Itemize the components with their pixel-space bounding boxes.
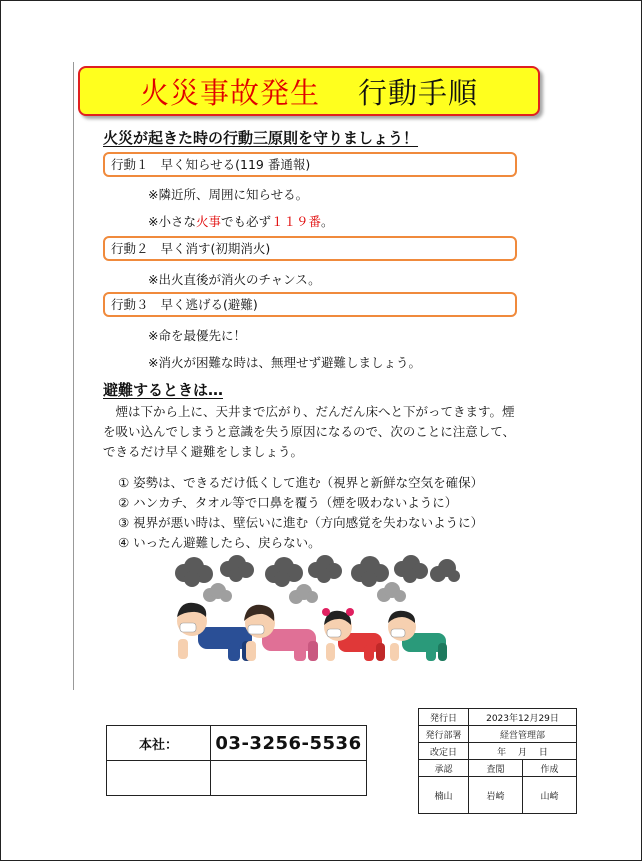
note-highlight: 火事 <box>195 214 221 229</box>
tip-item: ③ 視界が悪い時は、壁伝いに進む（方向感覚を失わないように） <box>118 515 484 530</box>
action-number: 行動３ <box>111 297 149 312</box>
title-part1: 火災事故発生 <box>139 75 320 110</box>
note-call-119 <box>148 212 334 230</box>
reviewer-name: 岩崎 <box>469 777 523 814</box>
action-number: 行動１ <box>111 157 149 172</box>
empty-cell <box>211 761 367 796</box>
author-label: 作成 <box>523 760 577 777</box>
author-name: 山崎 <box>523 777 577 814</box>
note-highlight: １１９番 <box>271 214 322 229</box>
headquarters-contact-table <box>106 725 367 796</box>
crawling-woman-icon <box>244 605 318 661</box>
action-box-3 <box>103 292 517 317</box>
issue-date-value: 2023年12月29日 <box>469 709 577 726</box>
action-label: 早く知らせる(119 番通報) <box>160 157 311 172</box>
crawling-girl-icon <box>322 608 385 661</box>
hq-label: 本社： <box>107 726 211 761</box>
revised-value: 年 月 日 <box>469 743 577 760</box>
crawling-man-icon <box>177 603 252 661</box>
margin-rule <box>73 62 74 690</box>
empty-cell <box>107 761 211 796</box>
three-principles-heading: 火災が起きた時の行動三原則を守りましょう！ <box>103 129 419 147</box>
issue-date-label: 発行日 <box>419 709 469 726</box>
note-life-first: ※命を最優先に！ <box>148 328 246 343</box>
crawling-boy-icon <box>388 611 447 661</box>
action-label: 早く消す(初期消火) <box>160 241 271 256</box>
tip-item: ② ハンカチ、タオル等で口鼻を覆う（煙を吸わないように） <box>118 495 458 510</box>
note-notify-neighbors: ※隣近所、周囲に知らせる。 <box>148 187 309 202</box>
action-box-1 <box>103 152 517 177</box>
evacuation-heading: 避難するときは… <box>103 381 224 399</box>
hq-phone-number: 03-3256-5536 <box>211 726 367 761</box>
action-label: 早く逃げる(避難) <box>160 297 258 312</box>
crawling-evacuation-illustration <box>170 555 460 667</box>
approve-label: 承認 <box>419 760 469 777</box>
action-number: 行動２ <box>111 241 149 256</box>
evacuation-tips <box>118 473 483 553</box>
revised-label: 改定日 <box>419 743 469 760</box>
review-label: 査閲 <box>469 760 523 777</box>
evacuation-paragraph: 煙は下から上に、天井まで広がり、だんだん床へと下がってきます。煙を吸い込んでしまうと意識を失う原因になるので、次のことに注意して、できるだけ早く避難をしましょう。 <box>103 404 516 459</box>
smoke-clouds-icon <box>175 555 460 587</box>
action-box-2 <box>103 236 517 261</box>
note-evacuate: ※消火が困難な時は、無理せず避難しましょう。 <box>148 355 421 370</box>
approver-name: 楠山 <box>419 777 469 814</box>
note-text: でも必ず <box>221 214 272 229</box>
title-banner <box>78 66 540 116</box>
note-text: ※小さな <box>148 214 196 229</box>
note-extinguish-chance: ※出火直後が消火のチャンス。 <box>148 272 321 287</box>
dept-label: 発行部署 <box>419 726 469 743</box>
document-info-table <box>418 708 577 814</box>
tip-item: ① 姿勢は、できるだけ低くして進む（視界と新鮮な空気を確保） <box>118 475 484 490</box>
note-text: 。 <box>321 214 334 229</box>
tip-item: ④ いったん避難したら、戻らない。 <box>118 535 321 550</box>
dept-value: 経営管理部 <box>469 726 577 743</box>
title-part2: 行動手順 <box>358 75 479 110</box>
